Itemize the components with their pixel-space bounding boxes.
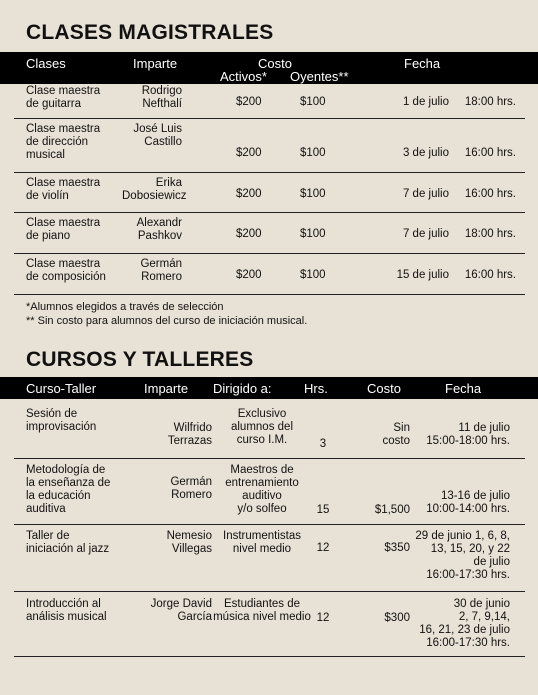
- clase-hora: 18:00 hrs.: [464, 228, 516, 240]
- clase-activos: $200: [236, 96, 262, 108]
- row-divider: [14, 118, 525, 119]
- row-divider: [14, 524, 525, 525]
- clase-name: Clase maestra de violín: [26, 177, 101, 202]
- clase-row: [14, 123, 526, 174]
- header-fecha: Fecha: [445, 381, 482, 396]
- curso-fecha: 29 de junio 1, 6, 8, 13, 15, 20, y 22 de julio 16:00-17:30 hrs.: [415, 530, 510, 581]
- clase-fecha: 3 de julio: [402, 147, 449, 159]
- curso-dirigido: Maestros de entrenamiento auditivo y/o solfeo: [225, 464, 299, 515]
- curso-hrs: 15: [316, 504, 330, 516]
- clase-oyentes: $100: [300, 228, 326, 240]
- clase-imparte: Germán Romero: [140, 258, 182, 283]
- row-divider: [14, 253, 525, 254]
- clase-fecha: 15 de julio: [396, 269, 449, 281]
- curso-name: Taller de iniciación al jazz: [26, 530, 110, 555]
- clase-hora: 16:00 hrs.: [464, 147, 516, 159]
- curso-dirigido: Instrumentistas nivel medio: [223, 530, 301, 555]
- curso-row: [14, 598, 526, 658]
- clase-name: Clase maestra de composición: [26, 258, 106, 283]
- clase-row: [14, 177, 526, 214]
- clase-oyentes: $100: [300, 269, 326, 281]
- row-divider: [14, 458, 525, 459]
- row-divider: [14, 294, 525, 295]
- row-divider: [14, 656, 525, 657]
- curso-costo: $350: [384, 542, 410, 554]
- curso-name: Introducción al análisis musical: [26, 598, 107, 623]
- row-divider: [14, 591, 525, 592]
- header-costo: Costo: [258, 56, 292, 71]
- curso-fecha: 13-16 de julio 10:00-14:00 hrs.: [426, 490, 510, 515]
- curso-costo: $1,500: [374, 504, 410, 516]
- header-costo: Costo: [367, 381, 401, 396]
- header-hrs: Hrs.: [304, 381, 328, 396]
- section-title-cursos-talleres: CURSOS Y TALLERES: [26, 348, 254, 371]
- curso-dirigido: Exclusivo alumnos del curso I.M.: [230, 408, 293, 446]
- curso-hrs: 12: [316, 612, 330, 624]
- clase-hora: 18:00 hrs.: [464, 96, 516, 108]
- curso-costo: Sin costo: [382, 422, 410, 447]
- curso-costo: $300: [384, 612, 410, 624]
- header-clases: Clases: [26, 56, 66, 71]
- clase-fecha: 7 de julio: [402, 188, 449, 200]
- clase-imparte: Alexandr Pashkov: [136, 217, 182, 242]
- clase-fecha: 1 de julio: [402, 96, 449, 108]
- curso-imparte: Jorge David García: [150, 598, 212, 623]
- header-activos: Activos*: [220, 69, 267, 84]
- clase-name: Clase maestra de dirección musical: [26, 123, 101, 161]
- table-header-cursos: [0, 377, 538, 399]
- curso-fecha: 30 de junio 2, 7, 9,14, 16, 21, 23 de julio 16:00-17:30 hrs.: [419, 598, 510, 649]
- table-header-clases: [0, 52, 538, 84]
- clase-hora: 16:00 hrs.: [464, 188, 516, 200]
- row-divider: [14, 212, 525, 213]
- curso-imparte: Wilfrido Terrazas: [167, 422, 212, 447]
- clase-oyentes: $100: [300, 147, 326, 159]
- row-divider: [14, 172, 525, 173]
- clase-hora: 16:00 hrs.: [464, 269, 516, 281]
- header-oyentes: Oyentes**: [290, 69, 349, 84]
- clase-activos: $200: [236, 269, 262, 281]
- clase-activos: $200: [236, 147, 262, 159]
- header-dirigido: Dirigido a:: [213, 381, 272, 396]
- clase-name: Clase maestra de piano: [26, 217, 101, 242]
- clase-row: [14, 217, 526, 255]
- curso-hrs: 3: [319, 438, 327, 450]
- curso-imparte: Nemesio Villegas: [166, 530, 212, 555]
- clase-imparte: José Luis Castillo: [133, 123, 182, 148]
- clase-fecha: 7 de julio: [402, 228, 449, 240]
- header-imparte: Imparte: [144, 381, 189, 396]
- clase-activos: $200: [236, 228, 262, 240]
- curso-name: Sesión de improvisación: [26, 408, 97, 433]
- header-curso: Curso-Taller: [26, 381, 97, 396]
- curso-row: [14, 408, 526, 458]
- section-title-clases-magistrales: CLASES MAGISTRALES: [26, 21, 274, 44]
- clase-oyentes: $100: [300, 188, 326, 200]
- header-fecha: Fecha: [404, 56, 441, 71]
- curso-imparte: Germán Romero: [170, 476, 212, 501]
- curso-dirigido: Estudiantes de música nivel medio: [213, 598, 311, 623]
- clase-row: [14, 85, 526, 118]
- header-imparte: Imparte: [133, 56, 178, 71]
- footnote-oyentes: ** Sin costo para alumnos del curso de iniciación musical.: [26, 315, 308, 327]
- curso-hrs: 12: [316, 542, 330, 554]
- curso-row: [14, 530, 526, 593]
- curso-fecha: 11 de julio 15:00-18:00 hrs.: [426, 422, 510, 447]
- clase-imparte: Rodrigo Nefthalí: [141, 85, 182, 110]
- clase-name: Clase maestra de guitarra: [26, 85, 101, 110]
- clase-activos: $200: [236, 188, 262, 200]
- clase-oyentes: $100: [300, 96, 326, 108]
- curso-name: Metodología de la enseñanza de la educación auditiva: [26, 464, 111, 515]
- curso-row: [14, 464, 526, 524]
- footnote-activos: *Alumnos elegidos a través de selección: [26, 301, 224, 313]
- clase-row: [14, 258, 526, 295]
- clase-imparte: Erika Dobosiewicz: [122, 177, 187, 202]
